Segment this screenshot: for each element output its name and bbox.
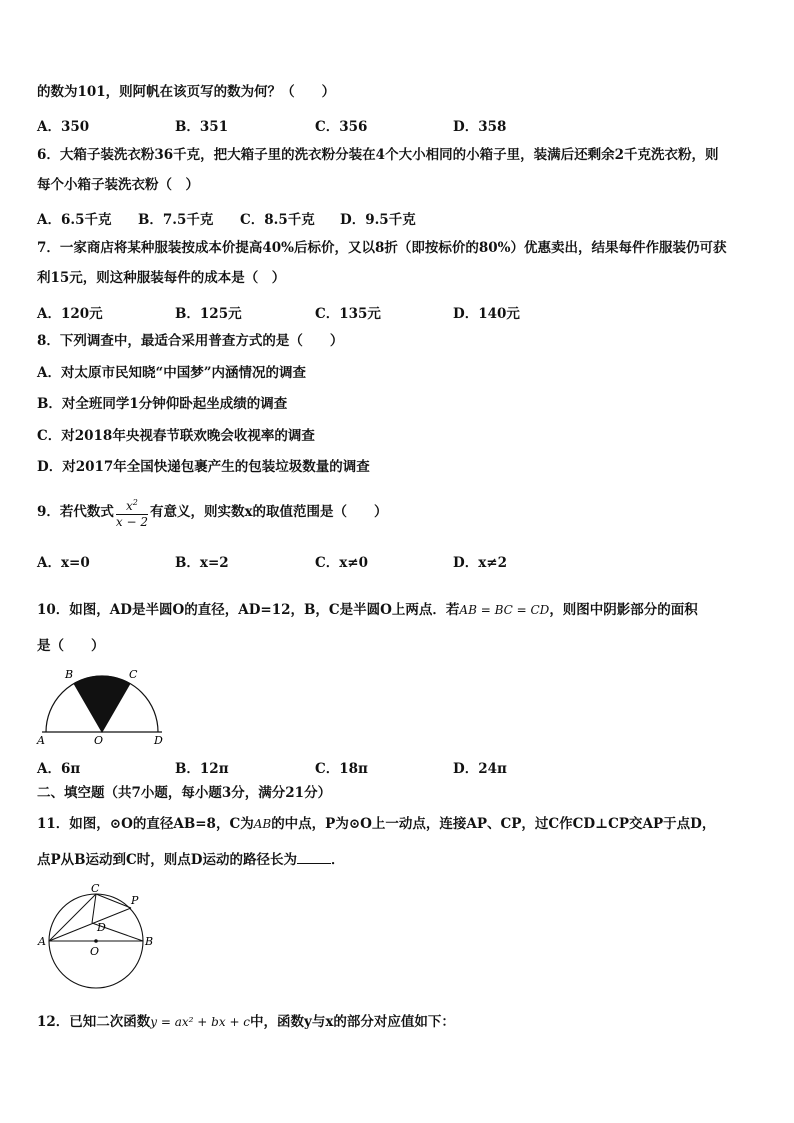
q9-option-b[interactable]: B．x=2 (175, 555, 229, 571)
q10-option-d[interactable]: D．24π (453, 761, 507, 777)
q11-stem-line1: 11．如图，⊙O的直径AB=8，C为AB的中点，P为⊙O上一动点，连接AP、CP，过C作CD⊥CP交AP于点D， (37, 816, 716, 832)
q12-formula: y = ax² + bx + c (150, 1015, 251, 1029)
q12-stem: 12．已知二次函数y = ax² + bx + c中，函数y与x的部分对应值如下： (37, 1014, 455, 1030)
q11-arc-ab: AB (253, 817, 272, 831)
q6-option-b[interactable]: B．7.5千克 (138, 212, 214, 228)
q9-stem-start: 9．若代数式 (37, 504, 114, 520)
q6-stem-line2: 每个小箱子装洗衣粉（ ） (37, 177, 199, 193)
q11-segment-ac (49, 894, 96, 941)
q8-option-d[interactable]: D．对2017年全国快递包裹产生的包装垃圾数量的调查 (37, 459, 370, 475)
q11-label-b: B (145, 935, 154, 948)
q7-option-d[interactable]: D．140元 (453, 306, 520, 322)
q6-option-c[interactable]: C．8.5千克 (240, 212, 315, 228)
q10-label-o: O (94, 734, 104, 747)
q10-label-d: D (154, 734, 163, 747)
q10-label-b: B (65, 668, 74, 681)
q9-stem-end: 有意义，则实数x的取值范围是（ ） (150, 504, 388, 520)
q9-option-c[interactable]: C．x≠0 (315, 555, 368, 571)
q9-option-d[interactable]: D．x≠2 (453, 555, 507, 571)
q5-option-b[interactable]: B．351 (175, 119, 229, 135)
q6-option-a[interactable]: A．6.5千克 (37, 212, 112, 228)
q10-label-a: A (37, 734, 45, 747)
q7-stem-line2: 利15元，则这种服装每件的成本是（ ） (37, 270, 286, 286)
q10-label-c: C (129, 668, 138, 681)
q7-option-a[interactable]: A．120元 (37, 306, 103, 322)
q10-shaded-sector (74, 676, 130, 732)
q10-semicircle-figure (34, 664, 170, 748)
q10-option-b[interactable]: B．12π (175, 761, 229, 777)
q6-option-d[interactable]: D．9.5千克 (340, 212, 416, 228)
q7-option-b[interactable]: B．125元 (175, 306, 242, 322)
q10-arc-equality: AB = BC = CD (459, 603, 550, 617)
q10-stem-line1: 10．如图，AD是半圆O的直径，AD=12，B，C是半圆O上两点．若AB = BC = CD，则图中阴影部分的面积 (37, 602, 698, 618)
q11-segment-ap (49, 908, 131, 941)
q5-stem: 的数为101，则阿帆在该页写的数为何？（ ） (37, 84, 336, 100)
q9-option-a[interactable]: A．x=0 (37, 555, 90, 571)
q8-stem: 8．下列调查中，最适合采用普查方式的是（ ） (37, 333, 344, 349)
q7-option-c[interactable]: C．135元 (315, 306, 381, 322)
q11-label-c: C (91, 882, 100, 895)
q5-option-a[interactable]: A．350 (37, 119, 90, 135)
q8-option-b[interactable]: B．对全班同学1分钟仰卧起坐成绩的调查 (37, 396, 288, 412)
q9-fraction: $\frac{x^2}{x - 2}$ (116, 495, 148, 530)
q11-label-a: A (38, 935, 46, 948)
q8-option-a[interactable]: A．对太原市民知晓“中国梦”内涵情况的调查 (37, 365, 307, 381)
q10-option-a[interactable]: A．6π (37, 761, 81, 777)
q11-label-p: P (131, 894, 139, 907)
q11-circle-figure (34, 880, 164, 990)
section-2-heading: 二、填空题（共7小题，每小题3分，满分21分） (37, 785, 332, 801)
q11-answer-blank[interactable] (297, 851, 331, 864)
q9-stem (37, 494, 388, 530)
q11-segment-cp (96, 894, 131, 908)
q7-stem-line1: 7．一家商店将某种服装按成本价提高40%后标价，又以8折（即按标价的80%）优惠卖出，结果每件作服装仍可获 (37, 240, 727, 256)
q11-center-dot (94, 939, 98, 943)
q8-option-c[interactable]: C．对2018年央视春节联欢晚会收视率的调查 (37, 428, 315, 444)
q11-segment-cd (92, 894, 96, 923)
q5-option-c[interactable]: C．356 (315, 119, 368, 135)
q11-label-d: D (97, 921, 106, 934)
q10-option-c[interactable]: C．18π (315, 761, 368, 777)
q5-option-d[interactable]: D．358 (453, 119, 507, 135)
q10-stem-line2: 是（ ） (37, 638, 105, 654)
q11-label-o: O (90, 945, 100, 958)
q6-stem-line1: 6．大箱子装洗衣粉36千克，把大箱子里的洗衣粉分装在4个大小相同的小箱子里，装满后还剩余2千克洗衣粉，则 (37, 147, 719, 163)
q11-stem-line2: 点P从B运动到C时，则点D运动的路径长为 ． (37, 852, 345, 868)
